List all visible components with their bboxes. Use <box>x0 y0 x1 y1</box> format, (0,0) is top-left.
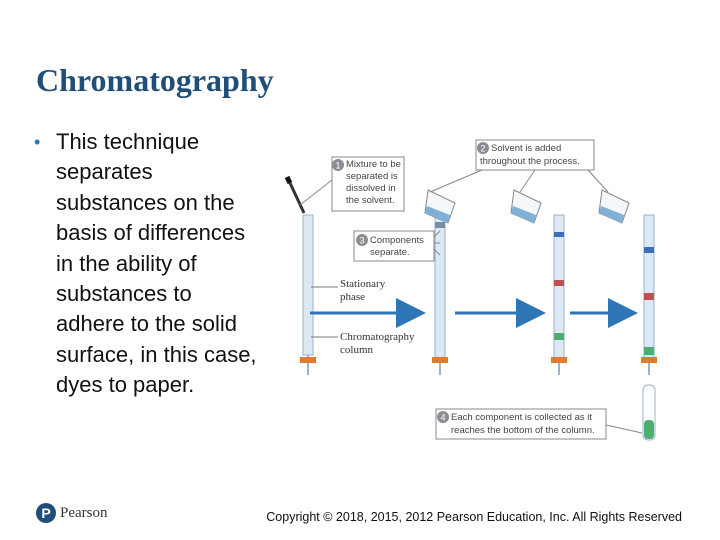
label-stationary-phase <box>311 278 386 303</box>
bullet-icon: • <box>34 132 41 152</box>
svg-text:4: 4 <box>440 412 446 423</box>
svg-text:separate.: separate. <box>370 247 410 258</box>
svg-text:separated is: separated is <box>346 171 398 182</box>
pearson-logo-text: Pearson <box>60 504 108 521</box>
svg-text:Each component is collected as: Each component is collected as it <box>451 412 592 423</box>
svg-text:Stationary: Stationary <box>340 278 386 290</box>
column-4 <box>599 190 657 440</box>
slide-title: Chromatography <box>36 62 274 98</box>
svg-text:dissolved in: dissolved in <box>346 183 396 194</box>
column-2 <box>425 190 455 375</box>
label-chromatography-column <box>311 331 415 356</box>
svg-text:2: 2 <box>480 143 486 154</box>
dropper-icon <box>287 177 304 213</box>
pearson-logo <box>36 503 108 523</box>
svg-text:throughout the process.: throughout the process. <box>480 156 580 167</box>
callout-step-1 <box>300 157 404 211</box>
svg-text:Solvent is added: Solvent is added <box>491 143 562 154</box>
column-1 <box>300 215 316 375</box>
bullet-text: This technique separates substances on the basis of differences in the ability of substances to adhere to the solid surface, in this case, dyes to paper. <box>56 129 257 398</box>
bullet-point <box>34 127 264 401</box>
svg-text:reaches the bottom of the colu: reaches the bottom of the column. <box>451 425 595 436</box>
copyright-notice: Copyright © 2018, 2015, 2012 Pearson Education, Inc. All Rights Reserved <box>266 510 682 524</box>
callout-step-4 <box>436 409 642 439</box>
svg-text:3: 3 <box>359 235 365 246</box>
pearson-logo-icon: P <box>36 503 56 523</box>
svg-text:Components: Components <box>370 235 424 246</box>
svg-text:the solvent.: the solvent. <box>346 195 395 206</box>
svg-text:Mixture to be: Mixture to be <box>346 159 401 170</box>
callout-step-2 <box>430 140 608 192</box>
column-3 <box>511 190 567 375</box>
svg-text:Chromatography: Chromatography <box>340 331 415 343</box>
callout-step-3 <box>354 231 440 261</box>
svg-text:column: column <box>340 344 373 356</box>
svg-text:1: 1 <box>335 160 341 171</box>
svg-text:phase: phase <box>340 291 366 303</box>
chromatography-figure <box>270 135 710 450</box>
